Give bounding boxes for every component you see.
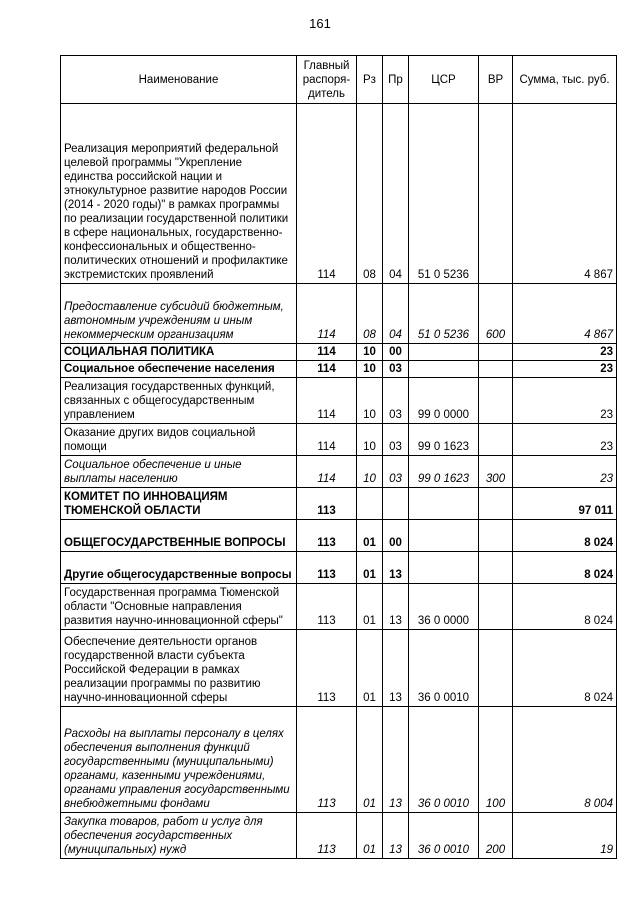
- header-pr: Пр: [383, 56, 409, 104]
- table-row: [61, 552, 617, 584]
- row-name: Оказание других видов социальной помощи: [61, 424, 297, 456]
- row-vr: [479, 361, 513, 378]
- row-admin: 113: [297, 813, 357, 859]
- header-name: Наименование: [61, 56, 297, 104]
- row-admin: 114: [297, 104, 357, 284]
- row-csr: 36 0 0010: [409, 630, 479, 707]
- row-vr: [479, 488, 513, 520]
- row-vr: [479, 424, 513, 456]
- table-row: [61, 344, 617, 361]
- row-sum: 8 024: [513, 584, 617, 630]
- row-rz: 10: [357, 424, 383, 456]
- row-sum: 23: [513, 344, 617, 361]
- row-csr: 99 0 1623: [409, 424, 479, 456]
- table-row: [61, 456, 617, 488]
- row-name: Предоставление субсидий бюджетным, автономным учреждениям и иным некоммерческим организациям: [61, 284, 297, 344]
- row-vr: 100: [479, 707, 513, 813]
- row-admin: 114: [297, 424, 357, 456]
- row-pr: 13: [383, 584, 409, 630]
- row-pr: 13: [383, 552, 409, 584]
- table-row: [61, 488, 617, 520]
- row-pr: 03: [383, 456, 409, 488]
- header-admin: Главный распоря-дитель: [297, 56, 357, 104]
- row-admin: 114: [297, 344, 357, 361]
- row-pr: 03: [383, 378, 409, 424]
- row-sum: 8 024: [513, 552, 617, 584]
- header-csr: ЦСР: [409, 56, 479, 104]
- row-pr: [383, 488, 409, 520]
- row-rz: 08: [357, 104, 383, 284]
- row-csr: 36 0 0010: [409, 813, 479, 859]
- row-rz: 10: [357, 344, 383, 361]
- row-rz: 10: [357, 361, 383, 378]
- table-row: [61, 584, 617, 630]
- row-pr: 04: [383, 284, 409, 344]
- row-csr: [409, 520, 479, 552]
- row-name: Реализация мероприятий федеральной целевой программы "Укрепление единства российской нации и этнокультурное развитие народов России (2014 - 2020 годы)" в рамках программы по реализации государственной политики в сфере национальных, государственно-конфессиональных и общественно-политических отношений и профилактике экстремистских проявлений: [61, 104, 297, 284]
- row-admin: 113: [297, 552, 357, 584]
- row-sum: 8 024: [513, 520, 617, 552]
- row-admin: 113: [297, 488, 357, 520]
- row-name: Реализация государственных функций, связанных с общегосударственным управлением: [61, 378, 297, 424]
- row-vr: [479, 630, 513, 707]
- row-name: КОМИТЕТ ПО ИННОВАЦИЯМ ТЮМЕНСКОЙ ОБЛАСТИ: [61, 488, 297, 520]
- row-rz: 01: [357, 552, 383, 584]
- row-csr: 51 0 5236: [409, 284, 479, 344]
- row-sum: 4 867: [513, 284, 617, 344]
- table-row: [61, 104, 617, 284]
- table-row: [61, 361, 617, 378]
- table-row: [61, 813, 617, 859]
- row-name: Социальное обеспечение населения: [61, 361, 297, 378]
- row-rz: 08: [357, 284, 383, 344]
- row-csr: 51 0 5236: [409, 104, 479, 284]
- table-row: [61, 630, 617, 707]
- row-pr: 03: [383, 424, 409, 456]
- row-rz: 10: [357, 456, 383, 488]
- row-sum: 23: [513, 378, 617, 424]
- row-admin: 113: [297, 630, 357, 707]
- row-admin: 113: [297, 520, 357, 552]
- row-name: Социальное обеспечение и иные выплаты населению: [61, 456, 297, 488]
- row-name: Государственная программа Тюменской области "Основные направления развития научно-инновационной сферы": [61, 584, 297, 630]
- row-name: Закупка товаров, работ и услуг для обеспечения государственных (муниципальных) нужд: [61, 813, 297, 859]
- row-name: ОБЩЕГОСУДАРСТВЕННЫЕ ВОПРОСЫ: [61, 520, 297, 552]
- row-vr: 200: [479, 813, 513, 859]
- row-admin: 114: [297, 361, 357, 378]
- row-name: Расходы на выплаты персоналу в целях обеспечения выполнения функций государственными (муниципальными) органами, казенными учреждениями, органами управления государственными внебюджетными фондами: [61, 707, 297, 813]
- row-admin: 113: [297, 707, 357, 813]
- row-pr: 04: [383, 104, 409, 284]
- row-vr: [479, 378, 513, 424]
- row-pr: 03: [383, 361, 409, 378]
- row-rz: 01: [357, 584, 383, 630]
- row-rz: 01: [357, 813, 383, 859]
- row-vr: [479, 552, 513, 584]
- row-vr: [479, 520, 513, 552]
- row-csr: [409, 361, 479, 378]
- row-pr: 13: [383, 813, 409, 859]
- row-sum: 23: [513, 361, 617, 378]
- row-admin: 114: [297, 456, 357, 488]
- table-row: [61, 520, 617, 552]
- row-csr: 36 0 0000: [409, 584, 479, 630]
- row-sum: 23: [513, 424, 617, 456]
- row-name: Другие общегосударственные вопросы: [61, 552, 297, 584]
- table-row: [61, 424, 617, 456]
- row-rz: [357, 488, 383, 520]
- row-sum: 97 011: [513, 488, 617, 520]
- row-sum: 4 867: [513, 104, 617, 284]
- table-row: [61, 707, 617, 813]
- row-csr: 99 0 1623: [409, 456, 479, 488]
- row-sum: 19: [513, 813, 617, 859]
- row-vr: [479, 344, 513, 361]
- row-pr: 00: [383, 344, 409, 361]
- row-csr: [409, 488, 479, 520]
- row-sum: 23: [513, 456, 617, 488]
- row-rz: 01: [357, 707, 383, 813]
- row-pr: 00: [383, 520, 409, 552]
- row-csr: 36 0 0010: [409, 707, 479, 813]
- budget-table: [60, 55, 617, 859]
- table-row: [61, 378, 617, 424]
- row-csr: 99 0 0000: [409, 378, 479, 424]
- row-rz: 01: [357, 630, 383, 707]
- row-vr: 600: [479, 284, 513, 344]
- table-row: [61, 284, 617, 344]
- row-vr: [479, 584, 513, 630]
- row-sum: 8 024: [513, 630, 617, 707]
- header-vr: ВР: [479, 56, 513, 104]
- row-rz: 10: [357, 378, 383, 424]
- header-rz: Рз: [357, 56, 383, 104]
- row-csr: [409, 344, 479, 361]
- row-rz: 01: [357, 520, 383, 552]
- row-admin: 113: [297, 584, 357, 630]
- row-csr: [409, 552, 479, 584]
- row-pr: 13: [383, 630, 409, 707]
- row-pr: 13: [383, 707, 409, 813]
- header-row: [61, 56, 617, 104]
- row-admin: 114: [297, 284, 357, 344]
- row-admin: 114: [297, 378, 357, 424]
- header-sum: Сумма, тыс. руб.: [513, 56, 617, 104]
- row-vr: [479, 104, 513, 284]
- row-name: СОЦИАЛЬНАЯ ПОЛИТИКА: [61, 344, 297, 361]
- row-vr: 300: [479, 456, 513, 488]
- row-sum: 8 004: [513, 707, 617, 813]
- row-name: Обеспечение деятельности органов государственной власти субъекта Российской Федерации в рамках реализации программы по развитию научно-инновационной сферы: [61, 630, 297, 707]
- page-number: 161: [309, 16, 331, 31]
